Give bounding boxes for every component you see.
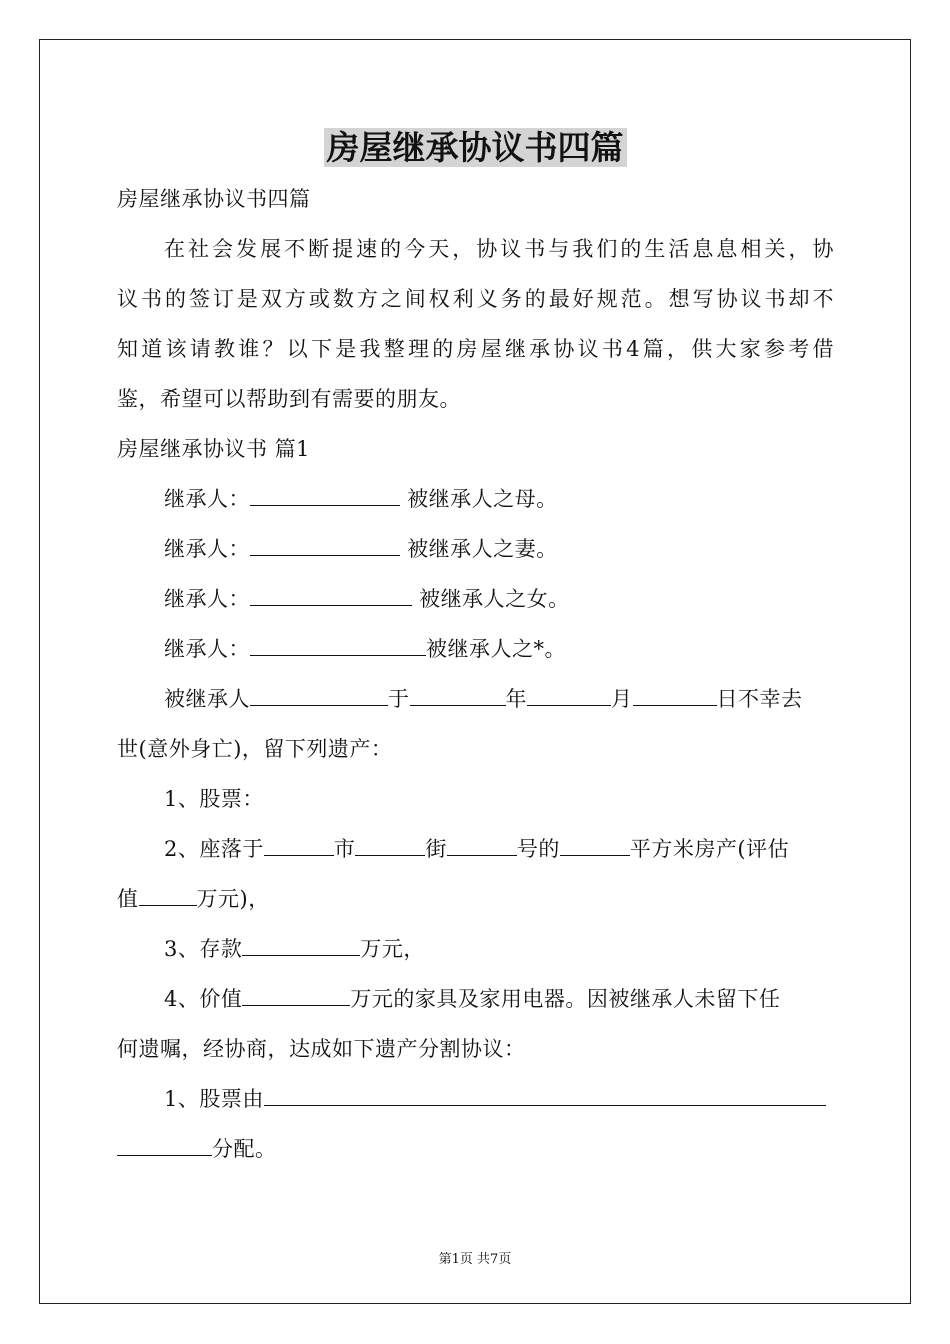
- blank-line: [560, 835, 630, 856]
- decease-continuation: 世(意外身亡)，留下列遗产：: [117, 737, 393, 761]
- blank-line: [242, 935, 360, 956]
- estate-text: 3、存款: [164, 937, 243, 961]
- page-border: [39, 39, 911, 1304]
- estate-text: 号的: [516, 837, 560, 861]
- blank-line: [250, 485, 400, 506]
- division-item-1-cont: [117, 1134, 277, 1164]
- blank-line: [250, 585, 412, 606]
- page-number: 第1页 共7页: [438, 1252, 512, 1267]
- heir-label: 继承人：: [164, 537, 250, 561]
- estate-item-4-cont: 何遗嘱，经协商，达成如下遗产分割协议：: [117, 1037, 526, 1061]
- intro-line-4: 鉴，希望可以帮助到有需要的朋友。: [117, 387, 461, 411]
- estate-text: 2、座落于: [164, 837, 264, 861]
- heir-row-4: [164, 634, 566, 664]
- estate-item-1: 1、股票：: [164, 787, 264, 811]
- blank-line: [250, 535, 400, 556]
- document-title: 房屋继承协议书四篇: [0, 124, 950, 172]
- estate-text: 万元的家具及家用电器。因被继承人未留下任: [350, 987, 781, 1011]
- decease-text: 于: [388, 687, 410, 711]
- heir-relation: 被继承人之女。: [412, 587, 570, 611]
- blank-line: [633, 685, 717, 706]
- estate-item-4: [164, 984, 780, 1014]
- intro-line-3: 知道该请教谁？以下是我整理的房屋继承协议书4篇，供大家参考借: [117, 337, 834, 361]
- decease-text: 年: [505, 687, 527, 711]
- division-item-1: [164, 1084, 826, 1114]
- blank-line: [264, 1085, 826, 1106]
- decease-text: 被继承人: [164, 687, 250, 711]
- blank-line: [355, 835, 425, 856]
- estate-item-3: [164, 934, 425, 964]
- blank-line: [264, 835, 334, 856]
- heir-relation: 被继承人之妻。: [400, 537, 558, 561]
- estate-text: 街: [425, 837, 447, 861]
- estate-text: 万元)，: [196, 887, 270, 911]
- heir-label: 继承人：: [164, 637, 250, 661]
- intro-line-2: 议书的签订是双方或数方之间权利义务的最好规范。想写协议书却不: [117, 287, 834, 311]
- blank-line: [139, 885, 197, 906]
- blank-line: [242, 985, 350, 1006]
- estate-text: 值: [117, 887, 139, 911]
- heir-label: 继承人：: [164, 487, 250, 511]
- blank-line: [117, 1135, 212, 1156]
- division-text: 分配。: [212, 1137, 277, 1161]
- heir-relation: 被继承人之*。: [426, 637, 566, 661]
- division-text: 1、股票由: [164, 1087, 264, 1111]
- document-subtitle: 房屋继承协议书四篇: [117, 187, 311, 211]
- heir-row-1: [164, 484, 558, 514]
- blank-line: [447, 835, 517, 856]
- estate-text: 万元，: [360, 937, 425, 961]
- intro-line-1: 在社会发展不断提速的今天，协议书与我们的生活息息相关，协: [164, 237, 834, 261]
- heir-row-3: [164, 584, 570, 614]
- heir-label: 继承人：: [164, 587, 250, 611]
- estate-item-2: [164, 834, 789, 864]
- blank-line: [250, 635, 426, 656]
- blank-line: [410, 685, 506, 706]
- heir-row-2: [164, 534, 558, 564]
- decease-line: [164, 684, 803, 714]
- section-heading: 房屋继承协议书 篇1: [117, 437, 311, 461]
- blank-line: [527, 685, 611, 706]
- estate-text: 平方米房产(评估: [629, 837, 790, 861]
- heir-relation: 被继承人之母。: [400, 487, 558, 511]
- decease-text: 日不幸去: [716, 687, 803, 711]
- estate-text: 市: [333, 837, 356, 861]
- estate-text: 4、价值: [164, 987, 243, 1011]
- decease-text: 月: [611, 687, 633, 711]
- blank-line: [250, 685, 388, 706]
- estate-item-2-cont: [117, 884, 270, 914]
